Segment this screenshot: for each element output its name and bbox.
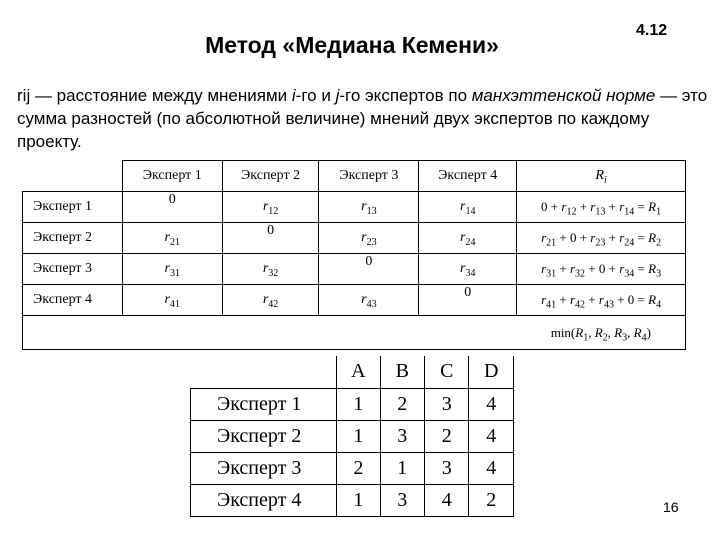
table-row: [23, 223, 686, 254]
column-header: Эксперт 1: [122, 161, 222, 192]
distance-cell: 0: [122, 192, 222, 223]
distance-cell: $r_{14}$: [419, 192, 517, 223]
distance-cell: $r_{21}$: [122, 223, 222, 254]
rank-cell: 3: [425, 388, 469, 420]
page-number: 16: [663, 499, 679, 515]
project-column-header: C: [425, 356, 469, 388]
column-header-r: $R_i$: [517, 161, 686, 192]
distance-cell: $r_{43}$: [319, 285, 419, 316]
rank-cell: 2: [469, 484, 514, 516]
rank-cell: 4: [469, 420, 514, 452]
rank-cell: 2: [380, 388, 424, 420]
project-column-header: A: [337, 356, 380, 388]
row-label: Эксперт 1: [23, 192, 123, 223]
rank-cell: 4: [469, 388, 514, 420]
distance-table: [22, 160, 686, 350]
min-formula: $\min(R_1$, $R_2$, $R_3$, $R_4$): [517, 316, 686, 350]
column-header: Эксперт 2: [222, 161, 319, 192]
distance-cell: $r_{13}$: [319, 192, 419, 223]
table-row: [23, 254, 686, 285]
rank-cell: 2: [425, 420, 469, 452]
distance-cell: $r_{12}$: [222, 192, 319, 223]
rank-cell: 2: [337, 452, 380, 484]
distance-cell: $r_{41}$: [122, 285, 222, 316]
distance-cell: 0: [319, 254, 419, 285]
table-row: [23, 192, 686, 223]
distance-cell: 0: [419, 285, 517, 316]
row-label: Эксперт 3: [23, 254, 123, 285]
rank-cell: 1: [337, 388, 380, 420]
sum-formula: $r_{31} + r_{32} + 0 + r_{34} = R_3$: [517, 254, 686, 285]
row-label: Эксперт 2: [23, 223, 123, 254]
rank-cell: 1: [380, 452, 424, 484]
distance-cell: $r_{31}$: [122, 254, 222, 285]
ranking-table: [190, 356, 514, 517]
table-row: [191, 388, 514, 420]
row-label: Эксперт 4: [23, 285, 123, 316]
sum-formula: $r_{41} + r_{42} + r_{43} + 0 = R_4$: [517, 285, 686, 316]
table-row: [191, 484, 514, 516]
rank-cell: 4: [425, 484, 469, 516]
slide-section-number: 4.12: [636, 22, 668, 39]
description-text: rij — расстояние между мнениями i-го и j-го экспертов по манхэттенской норме — это сумма разностей (по абсолютной величине) мнений двух экспертов по каждому проекту.: [17, 86, 708, 151]
rank-cell: 3: [380, 484, 424, 516]
rank-cell: 3: [425, 452, 469, 484]
sum-formula: $r_{21} + 0 + r_{23} + r_{24} = R_2$: [517, 223, 686, 254]
row-label: Эксперт 1: [191, 388, 337, 420]
row-label: Эксперт 4: [191, 484, 337, 516]
table-row: [191, 420, 514, 452]
slide-title: Метод «Медиана Кемени»: [205, 32, 499, 58]
row-label: Эксперт 3: [191, 452, 337, 484]
rank-cell: 1: [337, 484, 380, 516]
project-column-header: D: [469, 356, 514, 388]
distance-cell: $r_{23}$: [319, 223, 419, 254]
column-header: Эксперт 3: [319, 161, 419, 192]
table-row: [191, 452, 514, 484]
row-label: Эксперт 2: [191, 420, 337, 452]
distance-cell: $r_{42}$: [222, 285, 319, 316]
distance-cell: $r_{32}$: [222, 254, 319, 285]
column-header: Эксперт 4: [419, 161, 517, 192]
rank-cell: 1: [337, 420, 380, 452]
rank-cell: 3: [380, 420, 424, 452]
distance-cell: $r_{24}$: [419, 223, 517, 254]
distance-cell: 0: [222, 223, 319, 254]
project-column-header: B: [380, 356, 424, 388]
rank-cell: 4: [469, 452, 514, 484]
table-row: [23, 285, 686, 316]
distance-cell: $r_{34}$: [419, 254, 517, 285]
sum-formula: $0 + r_{12} + r_{13} + r_{14} = R_1$: [517, 192, 686, 223]
